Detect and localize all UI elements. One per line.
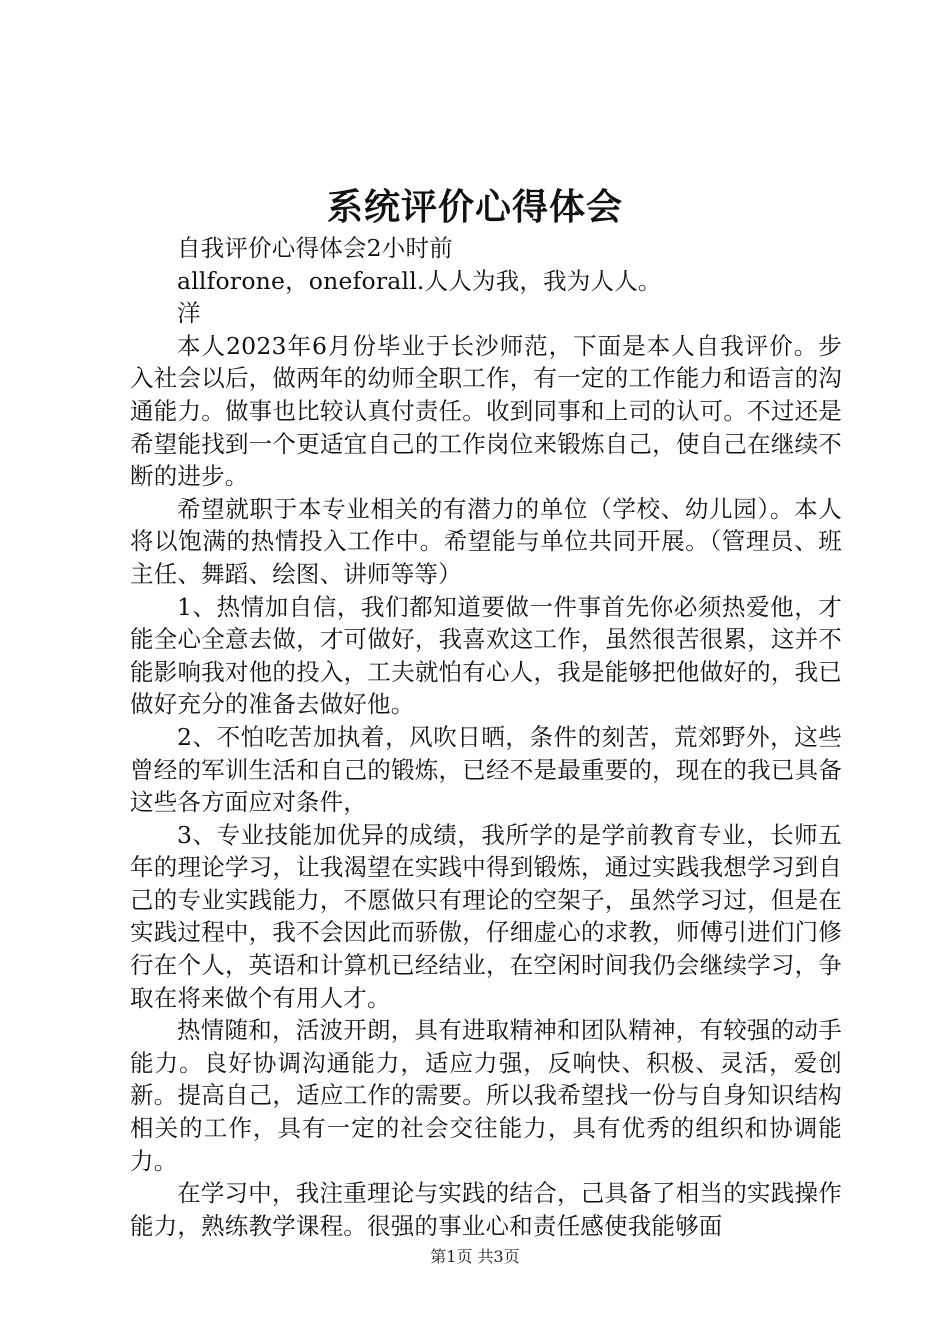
paragraph: 热情随和，活波开朗，具有进取精神和团队精神，有较强的动手能力。良好协调沟通能力，适应力强，反响快、积极、灵活，爱创新。提高自己，适应工作的需要。所以我希望找一份与自身知识结构相关的工作，具有一定的社会交往能力，具有优秀的组织和协调能力。 <box>130 1016 842 1175</box>
meta-line-2: allforone，oneforall.人人为我，我为人人。 <box>177 266 662 295</box>
paragraph: 本人2023年6月份毕业于长沙师范，下面是本人自我评价。步入社会以后，做两年的幼师全职工作，有一定的工作能力和语言的沟通能力。做事也比较认真付责任。收到同事和上司的认可。不过还是希望能找到一个更适宜自己的工作岗位来锻炼自己，使自己在继续不断的进步。 <box>130 331 842 491</box>
meta-line-3: 洋 <box>177 299 201 328</box>
document-body <box>130 232 842 1242</box>
page-footer: 第1页 共3页 <box>430 1247 520 1266</box>
paragraph: 在学习中，我注重理论与实践的结合，己具备了相当的实践操作能力，熟练教学课程。很强的事业心和责任感使我能够面 <box>130 1179 842 1240</box>
meta-line-1: 自我评价心得体会2小时前 <box>177 234 453 262</box>
paragraph: 3、专业技能加优异的成绩，我所学的是学前教育专业，长师五年的理论学习，让我渴望在实践中得到锻炼，通过实践我想学习到自己的专业实践能力，不愿做只有理论的空架子，虽然学习过，但是在实践过程中，我不会因此而骄傲，仔细虚心的求教，师傅引进们门修行在个人，英语和计算机已经结业，在空闲时间我仍会继续学习，争取在将来做个有用人才。 <box>130 820 842 1012</box>
paragraph: 2、不怕吃苦加执着，风吹日晒，条件的刻苦，荒郊野外，这些曾经的军训生活和自己的锻炼，已经不是最重要的，现在的我已具备这些各方面应对条件， <box>130 722 842 817</box>
paragraph: 希望就职于本专业相关的有潜力的单位（学校、幼儿园）。本人将以饱满的热情投入工作中。希望能与单位共同开展。（管理员、班主任、舞蹈、绘图、讲师等等） <box>130 494 842 588</box>
paragraph: 1、热情加自信，我们都知道要做一件事首先你必须热爱他，才能全心全意去做，才可做好，我喜欢这工作，虽然很苦很累，这并不能影响我对他的投入，工夫就怕有心人，我是能够把他做好的，我已做好充分的准备去做好他。 <box>130 592 842 719</box>
document-title: 系统评价心得体会 <box>326 187 623 228</box>
